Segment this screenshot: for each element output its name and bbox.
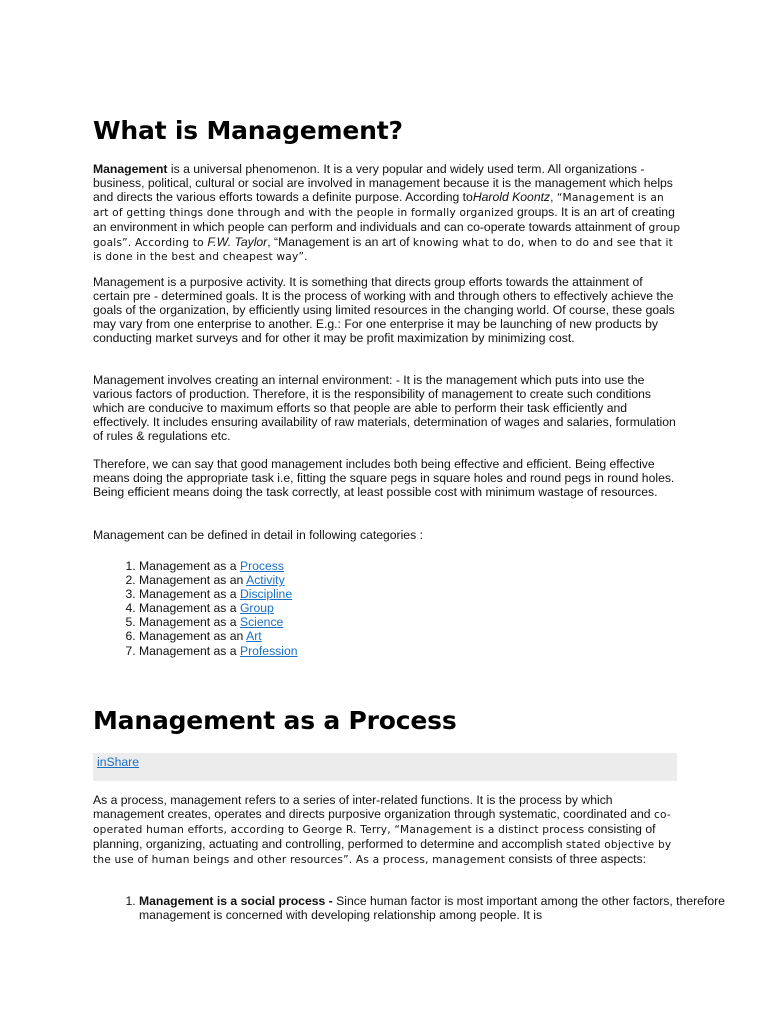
intro-text: , “Management is an art of [267, 234, 413, 249]
link-profession[interactable]: Profession [239, 643, 298, 658]
link-art[interactable]: Art [246, 629, 262, 644]
author-fw-taylor: F.W. Taylor [207, 234, 268, 249]
process-text: consisting of planning, organizing, actuating and controlling, performed to determine and accomplish [93, 821, 656, 851]
koontz-quote: “Management is an art of getting things done through and with the people in formally organized [93, 191, 664, 219]
list-item [139, 644, 727, 658]
list-item [139, 629, 727, 643]
list-item [139, 559, 727, 573]
categories-intro: Management can be defined in detail in following categories : [93, 528, 423, 542]
list-item-text: Management as a [139, 587, 240, 602]
process-text: consists of three aspects: [505, 851, 647, 866]
list-item-text: Management as an [139, 629, 247, 644]
koontz-quote-end: group goals”. According to [93, 221, 681, 249]
intro-text: groups. It is an art of creating an environment in which people can perform and individuals and can co-operate towards attainment of [93, 204, 675, 234]
list-item [139, 573, 727, 587]
list-item-text: Management as a [139, 643, 240, 658]
purposive-activity-paragraph: Management is a purposive activity. It is something that directs group efforts towards the attainment of certain pre - determined goals. It is the process of working with and through others to effectively achieve the goals of the organization, by efficiently using limited resources in the changing world. Of course, these goals may vary from one enterprise to another. E.g.: For one enterprise it may be launching of new products by conducting market surveys and for other it may be profit maximization by minimizing cost. [93, 275, 675, 345]
categories-list [93, 559, 727, 658]
list-item-text: Management as an [139, 573, 247, 588]
taylor-quote: knowing what to do, when to do and see that it is done in the best and cheapest way”. [93, 236, 673, 264]
process-paragraph [93, 794, 681, 868]
list-item [139, 601, 727, 615]
list-item [139, 894, 727, 922]
list-item [139, 587, 727, 601]
intro-text: , [550, 189, 557, 204]
aspect-title: Management is a social process - [139, 894, 337, 908]
link-activity[interactable]: Activity [246, 573, 285, 588]
process-text: As a process, management refers to a series of inter-related functions. It is the process by which management creates, operates and directs purposive organization through systematic, coordinated and [93, 793, 654, 821]
list-item-text: Management as a [139, 601, 240, 616]
management-bold-term: Management [93, 162, 168, 176]
aspect-text: Since human factor is most important among the other factors, therefore management is concerned with developing relationship among people. It is [139, 894, 725, 923]
link-group[interactable]: Group [239, 601, 274, 616]
effective-efficient-paragraph: Therefore, we can say that good management includes both being effective and efficient. Being effective means doing the appropriate task i.e, fitting the square pegs in square holes and round pegs in round holes. Being efficient means doing the task correctly, at least possible cost with minimum wastage of resources. [93, 457, 675, 499]
share-bar [93, 753, 677, 781]
internal-environment-paragraph: Management involves creating an internal environment: - It is the management which puts into use the various factors of production. Therefore, it is the responsibility of management to create such conditions which are conducive to maximum efforts so that people are able to perform their task efficiently and effectively. It includes ensuring availability of raw materials, determination of wages and salaries, formulation of rules & regulations etc. [93, 373, 676, 443]
link-science[interactable]: Science [239, 615, 284, 630]
link-discipline[interactable]: Discipline [239, 587, 293, 602]
terry-quote: co-operated human efforts, according to George R. Terry, “Management is a distinct process [93, 808, 671, 836]
terry-quote-end: stated objective by the use of human beings and other resources”. As a process, management [93, 838, 672, 866]
link-process[interactable]: Process [239, 559, 284, 573]
list-item-text: Management as a [139, 559, 240, 573]
page-title: What is Management? [93, 116, 403, 145]
list-item [139, 615, 727, 629]
intro-text: is a universal phenomenon. It is a very popular and widely used term. All organizations - business, political, cultural or social are involved in management because it is the management which helps and directs the various efforts towards a definite purpose. According to [93, 162, 673, 204]
aspects-list [93, 894, 727, 922]
intro-paragraph [93, 163, 681, 265]
section-heading-process: Management as a Process [93, 706, 457, 735]
inshare-link[interactable]: inShare [97, 755, 140, 769]
list-item-text: Management as a [139, 615, 240, 630]
author-harold-koontz: Harold Koontz [472, 189, 551, 204]
